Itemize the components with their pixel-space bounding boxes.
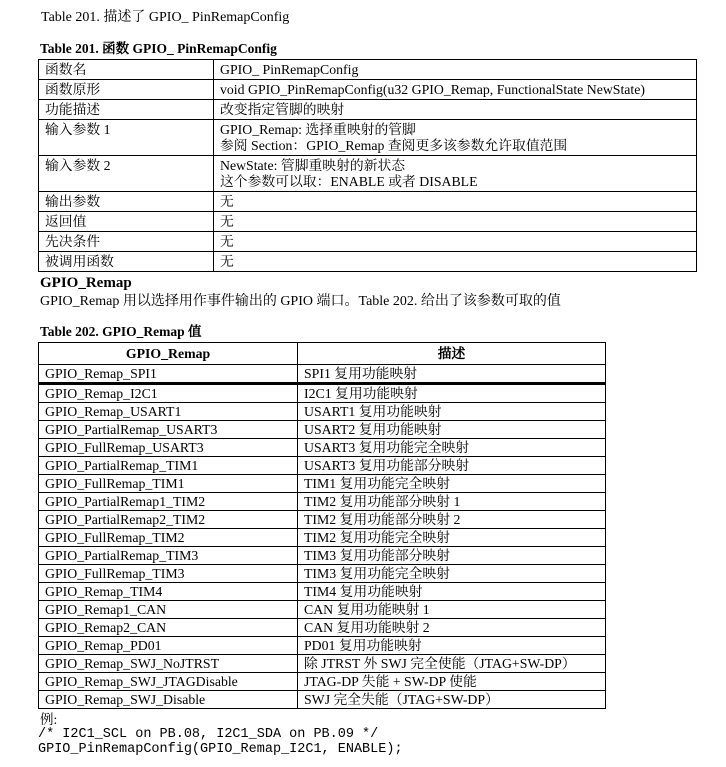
remap-desc: USART3 复用功能部分映射 (298, 457, 606, 475)
row-value (214, 80, 697, 100)
column-header-gpio-remap: GPIO_Remap (39, 343, 298, 365)
remap-desc: TIM1 复用功能完全映射 (298, 475, 606, 493)
row-label: 函数原形 (39, 80, 214, 100)
table-row (39, 384, 606, 403)
remap-name: GPIO_FullRemap_USART3 (39, 439, 298, 457)
remap-name: GPIO_Remap_TIM4 (39, 583, 298, 601)
example-label: 例: (40, 712, 58, 727)
row-label: 返回值 (39, 212, 214, 232)
row-value (214, 232, 697, 252)
table-row (39, 637, 606, 655)
table-row (39, 365, 606, 384)
section-paragraph: GPIO_Remap 用以选择用作事件输出的 GPIO 端口。Table 202. 给出了该参数可取的值 (40, 294, 561, 309)
row-value (214, 156, 697, 192)
table-row (39, 475, 606, 493)
table-row (39, 252, 697, 272)
cell-line: 无 (220, 234, 234, 249)
remap-name: GPIO_Remap_USART1 (39, 403, 298, 421)
row-label: 输入参数 2 (39, 156, 214, 192)
table-row (39, 192, 697, 212)
remap-name: GPIO_Remap_SPI1 (39, 365, 298, 384)
remap-name: GPIO_Remap_SWJ_NoJTRST (39, 655, 298, 673)
table202-caption: Table 202. GPIO_Remap 值 (40, 324, 202, 339)
remap-name: GPIO_PartialRemap1_TIM2 (39, 493, 298, 511)
remap-desc: TIM3 复用功能完全映射 (298, 565, 606, 583)
remap-desc: USART3 复用功能完全映射 (298, 439, 606, 457)
table-row (39, 655, 606, 673)
remap-desc: USART2 复用功能映射 (298, 421, 606, 439)
table-row (39, 619, 606, 637)
table-row (39, 583, 606, 601)
row-value (214, 252, 697, 272)
example-code-call: GPIO_PinRemapConfig(GPIO_Remap_I2C1, ENABLE); (38, 742, 403, 757)
remap-desc: TIM3 复用功能部分映射 (298, 547, 606, 565)
row-label: 先决条件 (39, 232, 214, 252)
table-row (39, 120, 697, 156)
remap-desc: TIM2 复用功能部分映射 2 (298, 511, 606, 529)
remap-name: GPIO_Remap2_CAN (39, 619, 298, 637)
cell-line: 无 (220, 194, 234, 209)
cell-line: GPIO_ PinRemapConfig (220, 62, 359, 77)
table-201-function-spec (38, 59, 697, 272)
table-row (39, 529, 606, 547)
cell-line: void GPIO_PinRemapConfig(u32 GPIO_Remap, FunctionalState NewState) (220, 82, 645, 97)
cell-line: 无 (220, 214, 234, 229)
row-label: 输出参数 (39, 192, 214, 212)
remap-desc: PD01 复用功能映射 (298, 637, 606, 655)
table-row (39, 493, 606, 511)
remap-name: GPIO_Remap_SWJ_Disable (39, 691, 298, 709)
remap-name: GPIO_PartialRemap_TIM3 (39, 547, 298, 565)
row-value (214, 60, 697, 80)
cell-line: 这个参数可以取：ENABLE 或者 DISABLE (220, 174, 478, 189)
cell-line: NewState: 管脚重映射的新状态 (220, 158, 406, 173)
example-code-comment: /* I2C1_SCL on PB.08, I2C1_SDA on PB.09 */ (38, 727, 379, 742)
remap-name: GPIO_PartialRemap2_TIM2 (39, 511, 298, 529)
table-row (39, 547, 606, 565)
intro-text: Table 201. 描述了 GPIO_ PinRemapConfig (41, 10, 290, 25)
remap-desc: JTAG-DP 失能 + SW-DP 使能 (298, 673, 606, 691)
table-row (39, 457, 606, 475)
remap-desc: CAN 复用功能映射 1 (298, 601, 606, 619)
remap-name: GPIO_Remap_SWJ_JTAGDisable (39, 673, 298, 691)
remap-name: GPIO_FullRemap_TIM2 (39, 529, 298, 547)
remap-desc: I2C1 复用功能映射 (298, 384, 606, 403)
cell-line: 改变指定管脚的映射 (220, 102, 345, 117)
remap-desc: SPI1 复用功能映射 (298, 365, 606, 384)
remap-name: GPIO_FullRemap_TIM3 (39, 565, 298, 583)
row-label: 功能描述 (39, 100, 214, 120)
remap-name: GPIO_Remap1_CAN (39, 601, 298, 619)
remap-desc: SWJ 完全失能（JTAG+SW-DP） (298, 691, 606, 709)
row-label: 输入参数 1 (39, 120, 214, 156)
column-header-description: 描述 (298, 343, 606, 365)
table-row (39, 60, 697, 80)
cell-line: 无 (220, 254, 234, 269)
table-row (39, 403, 606, 421)
row-value (214, 120, 697, 156)
row-value (214, 100, 697, 120)
cell-line: 参阅 Section：GPIO_Remap 查阅更多该参数允许取值范围 (220, 138, 568, 153)
cell-line: GPIO_Remap: 选择重映射的管脚 (220, 122, 416, 137)
section-heading-gpio-remap: GPIO_Remap (40, 275, 132, 291)
remap-name: GPIO_PartialRemap_TIM1 (39, 457, 298, 475)
table201-caption: Table 201. 函数 GPIO_ PinRemapConfig (40, 41, 277, 56)
row-value (214, 192, 697, 212)
table-row (39, 565, 606, 583)
table-header-row (39, 343, 606, 365)
remap-desc: TIM4 复用功能映射 (298, 583, 606, 601)
row-value (214, 212, 697, 232)
table-row (39, 80, 697, 100)
remap-desc: TIM2 复用功能完全映射 (298, 529, 606, 547)
table-row (39, 100, 697, 120)
table-row (39, 439, 606, 457)
remap-name: GPIO_Remap_PD01 (39, 637, 298, 655)
table-row (39, 691, 606, 709)
table-row (39, 232, 697, 252)
remap-name: GPIO_Remap_I2C1 (39, 384, 298, 403)
remap-desc: TIM2 复用功能部分映射 1 (298, 493, 606, 511)
remap-name: GPIO_PartialRemap_USART3 (39, 421, 298, 439)
table-row (39, 212, 697, 232)
table-row (39, 511, 606, 529)
table-row (39, 601, 606, 619)
remap-desc: CAN 复用功能映射 2 (298, 619, 606, 637)
row-label: 函数名 (39, 60, 214, 80)
table-row (39, 156, 697, 192)
row-label: 被调用函数 (39, 252, 214, 272)
table-row (39, 421, 606, 439)
remap-desc: 除 JTRST 外 SWJ 完全使能（JTAG+SW-DP） (298, 655, 606, 673)
table-row (39, 673, 606, 691)
remap-name: GPIO_FullRemap_TIM1 (39, 475, 298, 493)
table-202-gpio-remap-values (38, 342, 606, 709)
remap-desc: USART1 复用功能映射 (298, 403, 606, 421)
